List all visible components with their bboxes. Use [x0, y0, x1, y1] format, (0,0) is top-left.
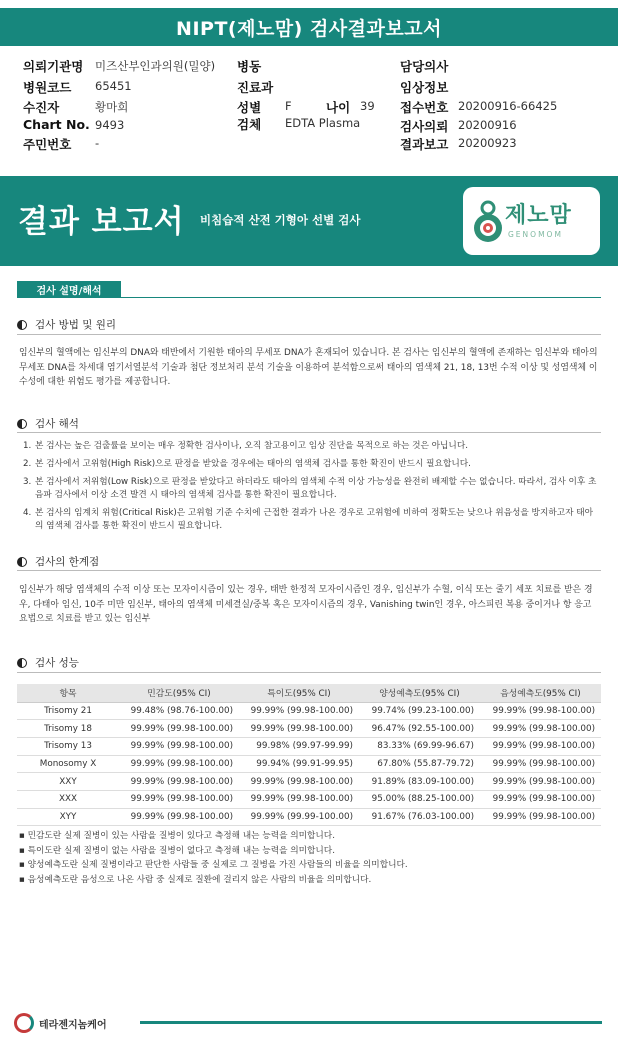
table-cell: 99.99% (99.98-100.00)	[480, 755, 601, 773]
genomom-logo-icon	[471, 197, 505, 245]
table-cell: 91.67% (76.03-100.00)	[359, 808, 480, 826]
table-row	[17, 702, 601, 720]
table-cell: 99.99% (99.98-100.00)	[239, 790, 359, 808]
clinical-label: 임상정보	[400, 80, 449, 95]
divider	[17, 334, 601, 335]
hospital-value: 미즈산부인과의원(밀양)	[95, 59, 216, 73]
banner-subtitle: 비침습적 산전 기형아 선별 검사	[200, 213, 361, 227]
row-label: Trisomy 18	[17, 720, 119, 738]
table-row	[17, 773, 601, 791]
half-circle-icon	[17, 419, 27, 429]
logo-subtext: GENOMOM	[508, 230, 563, 239]
interpretation-heading	[17, 416, 79, 431]
list-item	[23, 440, 599, 453]
hospital-code-value: 65451	[95, 79, 132, 93]
table-row	[17, 790, 601, 808]
receipt-label: 접수번호	[400, 100, 449, 115]
list-number: 1.	[23, 441, 32, 451]
half-circle-icon	[17, 658, 27, 668]
limits-heading	[17, 554, 99, 569]
patient-label: 수진자	[23, 100, 60, 115]
divider	[17, 570, 601, 571]
list-number: 2.	[23, 459, 32, 469]
performance-notes	[19, 829, 601, 887]
table-cell: 99.48% (98.76-100.00)	[119, 702, 239, 720]
list-number: 4.	[23, 508, 32, 518]
method-heading	[17, 317, 116, 332]
banner-title: 결과 보고서	[18, 204, 185, 240]
logo-text: 제노맘	[505, 203, 572, 228]
note-item: ▪ 민감도란 실제 질병이 있는 사람을 질병이 있다고 측정해 내는 능력을 의미합니다.	[19, 831, 335, 841]
row-label: XXX	[17, 790, 119, 808]
column-header: 항목	[17, 684, 119, 702]
limits-heading-text: 검사의 한계점	[35, 556, 100, 568]
table-cell: 67.80% (55.87-79.72)	[359, 755, 480, 773]
table-cell: 99.94% (99.91-99.95)	[239, 755, 359, 773]
column-header: 음성예측도(95% CI)	[480, 684, 601, 702]
table-cell: 99.99% (99.98-100.00)	[119, 808, 239, 826]
table-cell: 99.99% (99.98-100.00)	[239, 702, 359, 720]
table-row	[17, 737, 601, 755]
list-text: 본 검사의 임계치 위험(Critical Risk)은 고위험 기준 수치에 근접한 결과가 나온 경우로 고위험에 비하여 정확도는 낮으나 위음성을 방지하고자 태아의 염색체 검사를 통한 확진이 반드시 필요합니다.	[35, 508, 594, 531]
report-date-label: 결과보고	[400, 137, 449, 152]
performance-table	[17, 684, 601, 826]
row-label: Trisomy 21	[17, 702, 119, 720]
hospital-code-label: 병원코드	[23, 80, 72, 95]
list-text: 본 검사는 높은 검출률을 보이는 매우 정확한 검사이나, 오직 참고용이고 임상 진단을 목적으로 하는 것은 아닙니다.	[35, 441, 468, 451]
result-banner	[0, 176, 618, 266]
request-value: 20200916	[458, 118, 517, 132]
report-date-value: 20200923	[458, 136, 517, 150]
specimen-label: 검체	[237, 117, 262, 132]
column-header: 특이도(95% CI)	[239, 684, 359, 702]
table-cell: 99.99% (99.98-100.00)	[239, 720, 359, 738]
age-value: 39	[360, 99, 375, 113]
performance-heading	[17, 655, 79, 670]
row-label: Trisomy 13	[17, 737, 119, 755]
list-item	[23, 476, 599, 502]
doctor-label: 담당의사	[400, 59, 449, 74]
table-cell: 99.98% (99.97-99.99)	[239, 737, 359, 755]
limits-text: 임신부가 해당 염색체의 수적 이상 또는 모자이시즘이 있는 경우, 태반 한정적 모자이시즘인 경우, 임신부가 수혈, 이식 또는 줄기 세포 치료를 받은 경우, 다태아 임신, 10주 미만 임신부, 태아의 염색체 미세결실/중복 혹은 모자이시즘의 경우, Vanishing twin인 경우, 아스피린 복용 중이거나 항 응고 요법으로 치료를 받고 있는 임신부	[19, 585, 593, 624]
divider	[17, 432, 601, 433]
table-cell: 96.47% (92.55-100.00)	[359, 720, 480, 738]
rrn-label: 주민번호	[23, 137, 72, 152]
request-label: 검사의뢰	[400, 119, 449, 134]
sex-label: 성별	[237, 100, 262, 115]
list-text: 본 검사에서 고위험(High Risk)으로 판정을 받았을 경우에는 태아의 염색체 검사를 통한 확진이 반드시 필요합니다.	[35, 459, 471, 469]
row-label: XXY	[17, 773, 119, 791]
company-name: 테라젠지놈케어	[39, 1019, 107, 1031]
method-text: 임신부의 혈액에는 임신부의 DNA와 태반에서 기원한 태아의 무세포 DNA가 혼재되어 있습니다. 본 검사는 임신부의 혈액에 존재하는 임신부와 태아의 무세포 DNA를 차세대 염기서열분석 기술과 첨단 정보처리 분석 기술을 이용하여 분석함으로써 태아의 염색체 21, 18, 13번 수적 이상 및 성염색체 이수성에 대한 위험도 평가를 제공합니다.	[19, 348, 598, 387]
patient-value: 황마희	[95, 100, 129, 114]
footer-divider	[140, 1021, 602, 1024]
table-cell: 99.99% (99.98-100.00)	[480, 790, 601, 808]
table-cell: 99.99% (99.98-100.00)	[480, 808, 601, 826]
chart-value: 9493	[95, 118, 125, 132]
table-cell: 91.89% (83.09-100.00)	[359, 773, 480, 791]
ward-label: 병동	[237, 59, 262, 74]
list-text: 본 검사에서 저위험(Low Risk)으로 판정을 받았다고 하더라도 태아의 염색체 수적 이상 가능성을 완전히 배제할 수는 없습니다. 따라서, 검사 이후 초음파 검사에서 이상 소견 발견 시 태아의 염색체 검사를 통한 확진이 필요합니다.	[35, 477, 597, 500]
genomom-logo	[463, 187, 600, 255]
footer-logo	[14, 1013, 107, 1033]
report-title: NIPT(제노맘) 검사결과보고서	[0, 8, 618, 46]
dept-label: 진료과	[237, 80, 274, 95]
list-item	[23, 458, 599, 471]
table-row	[17, 755, 601, 773]
table-cell: 99.99% (99.98-100.00)	[119, 755, 239, 773]
table-row	[17, 808, 601, 826]
table-cell: 99.99% (99.98-100.00)	[239, 773, 359, 791]
chart-label: Chart No.	[23, 117, 90, 132]
receipt-value: 20200916-66425	[458, 99, 558, 113]
half-circle-icon	[17, 320, 27, 330]
list-number: 3.	[23, 477, 32, 487]
note-item: ▪ 특이도란 실제 질병이 없는 사람을 질병이 없다고 측정해 내는 능력을 의미합니다.	[19, 845, 335, 856]
table-header-row	[17, 684, 601, 702]
half-circle-icon	[17, 557, 27, 567]
divider	[17, 672, 601, 673]
table-cell: 99.99% (99.98-100.00)	[480, 702, 601, 720]
patient-info	[0, 53, 618, 163]
table-row	[17, 720, 601, 738]
table-cell: 99.99% (99.98-100.00)	[119, 790, 239, 808]
hospital-label: 의뢰기관명	[23, 59, 84, 74]
table-cell: 99.99% (99.99-100.00)	[239, 808, 359, 826]
table-cell: 83.33% (69.99-96.67)	[359, 737, 480, 755]
table-cell: 95.00% (88.25-100.00)	[359, 790, 480, 808]
table-cell: 99.74% (99.23-100.00)	[359, 702, 480, 720]
age-label: 나이	[326, 100, 351, 115]
interpretation-heading-text: 검사 해석	[35, 418, 79, 430]
note-item: ▪ 양성예측도란 실제 질병이라고 판단한 사람들 중 실제로 그 질병을 가진 사람들의 비율을 의미합니다.	[19, 860, 408, 870]
company-logo-icon	[14, 1013, 34, 1033]
performance-heading-text: 검사 성능	[35, 657, 79, 669]
row-label: XYY	[17, 808, 119, 826]
table-cell: 99.99% (99.98-100.00)	[119, 737, 239, 755]
column-header: 민감도(95% CI)	[119, 684, 239, 702]
table-cell: 99.99% (99.98-100.00)	[119, 773, 239, 791]
row-label: Monosomy X	[17, 755, 119, 773]
note-item: ▪ 음성예측도란 음성으로 나온 사람 중 실제로 질환에 걸리지 않은 사람의 비율을 의미합니다.	[19, 874, 372, 885]
list-item	[23, 507, 599, 533]
interpretation-list	[23, 440, 599, 538]
method-heading-text: 검사 방법 및 원리	[35, 319, 117, 331]
table-cell: 99.99% (99.98-100.00)	[480, 773, 601, 791]
table-cell: 99.99% (99.98-100.00)	[480, 737, 601, 755]
sex-value: F	[285, 99, 292, 113]
column-header: 양성예측도(95% CI)	[359, 684, 480, 702]
section-divider	[17, 297, 601, 298]
rrn-value: -	[95, 136, 100, 150]
section-tab: 검사 설명/해석	[17, 281, 121, 298]
table-cell: 99.99% (99.98-100.00)	[119, 720, 239, 738]
table-cell: 99.99% (99.98-100.00)	[480, 720, 601, 738]
specimen-value: EDTA Plasma	[285, 116, 361, 130]
